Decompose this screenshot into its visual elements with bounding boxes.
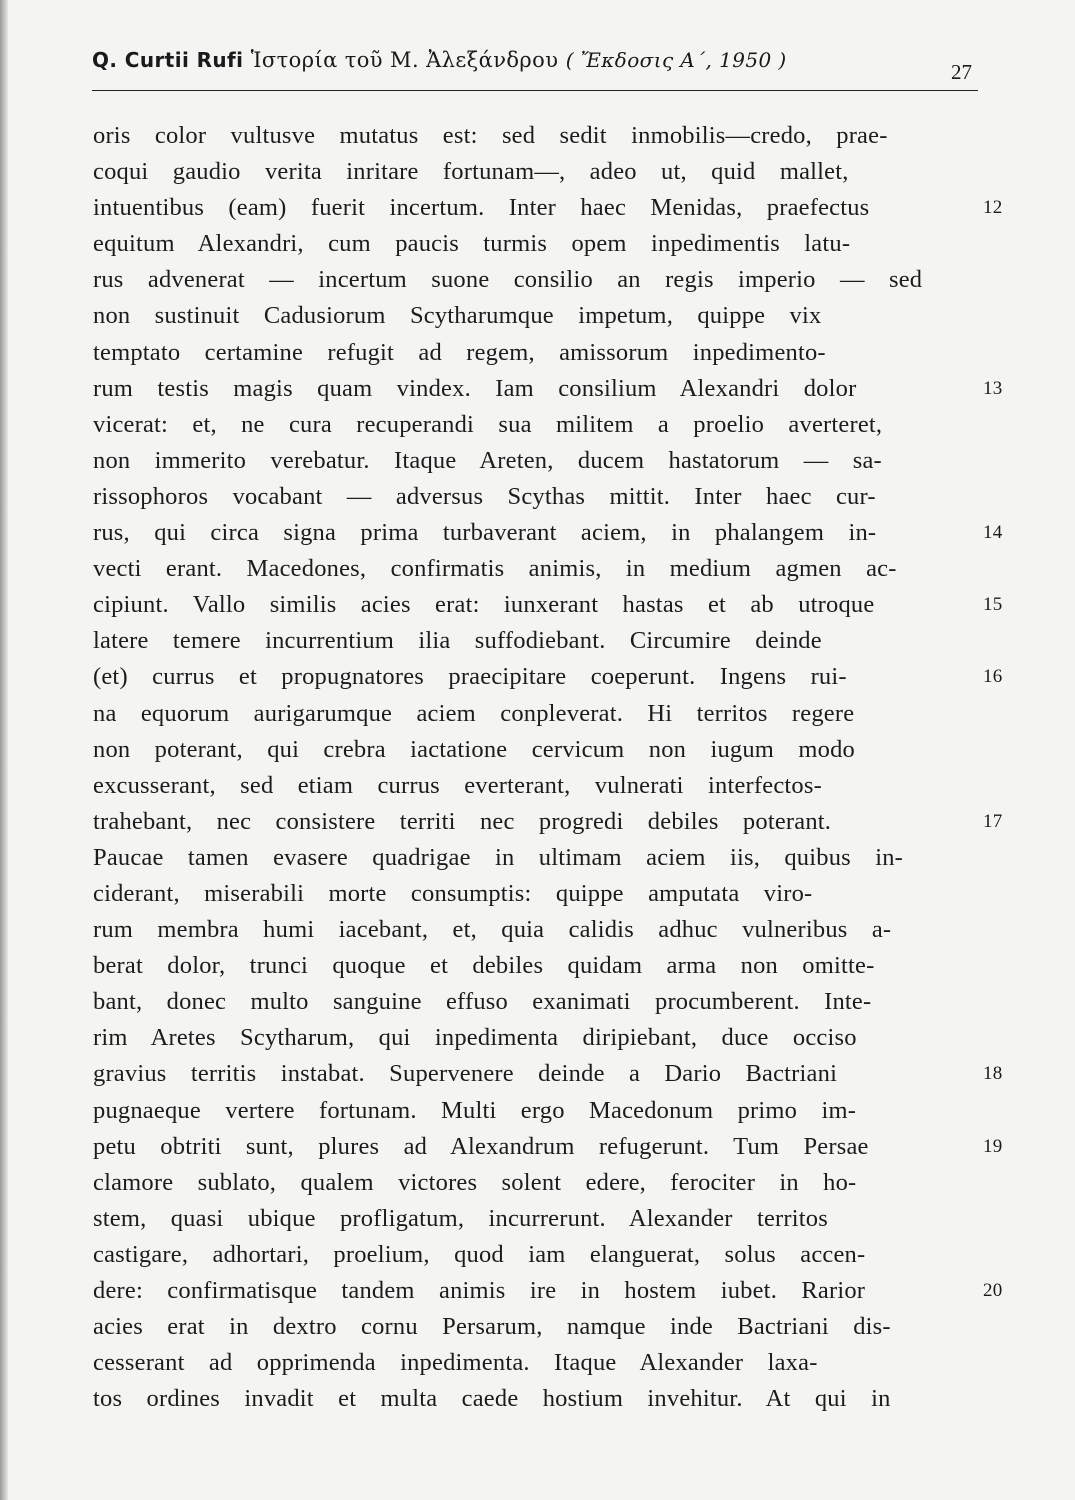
text-line [93, 587, 1003, 623]
section-number: 18 [983, 1063, 1003, 1085]
line-text: rim Aretes Scytharum, qui inpedimenta diripiebant, duce occiso [93, 1024, 857, 1052]
binding-edge [0, 0, 8, 1500]
line-text: vecti erant. Macedones, confirmatis animis, in medium agmen ac- [93, 555, 897, 583]
text-line [93, 732, 973, 768]
line-text: rum testis magis quam vindex. Iam consilium Alexandri dolor [93, 374, 857, 402]
text-line [93, 371, 1003, 407]
line-text: bant, donec multo sanguine effuso exanimati procumberent. Inte- [93, 988, 872, 1016]
line-text: latere temere incurrentium ilia suffodiebant. Circumire deinde [93, 627, 822, 655]
line-text: coqui gaudio verita inritare fortunam—, adeo ut, quid mallet, [93, 158, 849, 186]
line-text: cesserant ad opprimenda inpedimenta. Itaque Alexander laxa- [93, 1349, 818, 1377]
line-text: dere: confirmatisque tandem animis ire in hostem iubet. Rarior [93, 1277, 866, 1304]
text-line [93, 768, 973, 804]
text-line [93, 551, 973, 587]
page-number: 27 [951, 60, 972, 84]
text-line [93, 876, 973, 912]
line-text: intuentibus (eam) fuerit incertum. Inter haec Menidas, praefectus [93, 194, 870, 222]
section-number: 17 [983, 810, 1003, 832]
line-text: cipiunt. Vallo similis acies erat: iunxerant hastas et ab utroque [93, 591, 875, 619]
text-line [93, 804, 1003, 840]
line-text: na equorum aurigarumque aciem conpleverat. Hi territos regere [93, 699, 855, 727]
line-text: ciderant, miserabili morte consumptis: quippe amputata viro- [93, 879, 813, 907]
text-line [93, 840, 973, 876]
text-line [93, 118, 973, 154]
line-text: temptato certamine refugit ad regem, amissorum inpedimento- [93, 338, 826, 366]
text-line [93, 443, 973, 479]
section-number: 19 [983, 1135, 1003, 1157]
line-text: rissophoros vocabant — adversus Scythas mittit. Inter haec cur- [93, 482, 876, 510]
line-text: pugnaeque vertere fortunam. Multi ergo Macedonum primo im- [93, 1096, 857, 1124]
text-line [93, 190, 1003, 226]
text-line [93, 696, 973, 732]
section-number: 12 [983, 197, 1003, 219]
text-line [93, 335, 973, 371]
text-line [93, 623, 973, 659]
running-title [92, 48, 787, 72]
text-line [93, 1237, 973, 1273]
line-text: non immerito verebatur. Itaque Areten, ducem hastatorum — sa- [93, 446, 882, 474]
running-head [92, 42, 978, 91]
text-line [93, 1093, 973, 1129]
text-line [93, 659, 1003, 695]
line-text: oris color vultusve mutatus est: sed sedit inmobilis—credo, prae- [93, 122, 888, 149]
text-line [93, 407, 973, 443]
text-line [93, 298, 973, 334]
line-text: equitum Alexandri, cum paucis turmis opem inpedimentis latu- [93, 230, 851, 258]
text-line [93, 154, 973, 190]
text-line [93, 1129, 1003, 1165]
text-line [93, 948, 973, 984]
title-latin: Q. Curtii Rufi [92, 48, 244, 72]
section-number: 14 [983, 522, 1003, 544]
section-number: 16 [983, 666, 1003, 688]
section-number: 15 [983, 594, 1003, 616]
text-line [93, 912, 973, 948]
line-text: vicerat: et, ne cura recuperandi sua militem a proelio averteret, [93, 410, 883, 438]
text-line [93, 262, 973, 298]
line-text: rus advenerat — incertum suone consilio an regis imperio — sed [93, 266, 923, 294]
text-line [93, 1273, 1003, 1309]
line-text: rum membra humi iacebant, et, quia calidis adhuc vulneribus a- [93, 916, 892, 944]
line-text: clamore sublato, qualem victores solent edere, ferociter in ho- [93, 1168, 857, 1196]
text-line [93, 1345, 973, 1381]
line-text: excusserant, sed etiam currus everterant, vulnerati interfectos- [93, 771, 822, 799]
text-line [93, 226, 973, 262]
text-line [93, 1165, 973, 1201]
line-text: stem, quasi ubique profligatum, incurrerunt. Alexander territos [93, 1204, 828, 1232]
line-text: rus, qui circa signa prima turbaverant aciem, in phalangem in- [93, 519, 877, 547]
text-line [93, 515, 1003, 551]
text-line [93, 1381, 973, 1417]
line-text: non poterant, qui crebra iactatione cervicum non iugum modo [93, 735, 855, 763]
text-line [93, 1020, 973, 1056]
section-number: 20 [983, 1280, 1003, 1301]
text-line [93, 1201, 973, 1237]
line-text: berat dolor, trunci quoque et debiles quidam arma non omitte- [93, 952, 875, 980]
line-text: trahebant, nec consistere territi nec progredi debiles poterant. [93, 807, 832, 835]
line-text: petu obtriti sunt, plures ad Alexandrum refugerunt. Tum Persae [93, 1132, 869, 1160]
body-text [93, 118, 1003, 1417]
title-greek: Ἱστορία τοῦ Μ. Ἀλεξάνδρου [250, 48, 559, 72]
line-text: castigare, adhortari, proelium, quod iam elanguerat, solus accen- [93, 1240, 866, 1268]
text-line [93, 1056, 1003, 1092]
edition-note: ( Ἔκδοσις Α΄, 1950 ) [565, 48, 787, 72]
line-text: tos ordines invadit et multa caede hostium invehitur. At qui in [93, 1385, 891, 1413]
line-text: gravius territis instabat. Supervenere deinde a Dario Bactriani [93, 1060, 838, 1088]
line-text: acies erat in dextro cornu Persarum, namque inde Bactriani dis- [93, 1313, 891, 1341]
section-number: 13 [983, 377, 1003, 399]
text-line [93, 984, 973, 1020]
text-line [93, 479, 973, 515]
line-text: (et) currus et propugnatores praecipitare coeperunt. Ingens rui- [93, 663, 847, 691]
text-line [93, 1309, 973, 1345]
line-text: non sustinuit Cadusiorum Scytharumque impetum, quippe vix [93, 302, 822, 330]
line-text: Paucae tamen evasere quadrigae in ultimam aciem iis, quibus in- [93, 843, 904, 871]
